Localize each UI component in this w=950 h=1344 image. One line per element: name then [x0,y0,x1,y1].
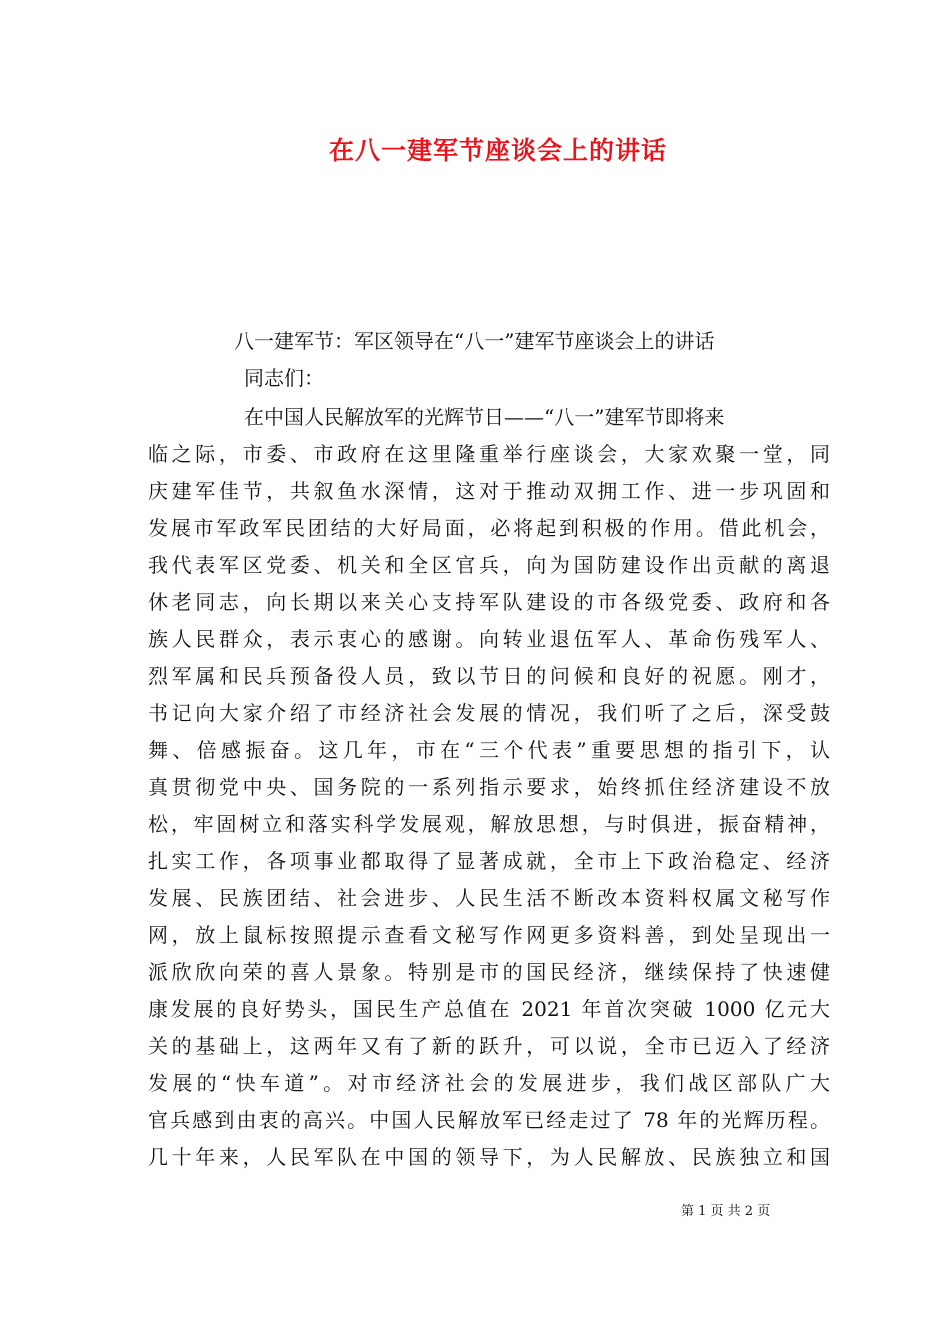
page-number: 第 1 页 共 2 页 [681,1204,771,1219]
body-line: 发展、民族团结、社会进步、人民生活不断改本资料权属文秘写作 [148,886,830,910]
body-line: 临之际，市委、市政府在这里隆重举行座谈会，大家欢聚一堂，同 [148,442,830,466]
body-line: 关的基础上，这两年又有了新的跃升，可以说，全市已迈入了经济 [148,1034,830,1058]
body-line: 网，放上鼠标按照提示查看文秘写作网更多资料善，到处呈现出一 [148,923,830,947]
salutation: 同志们： [244,366,324,390]
body-line: 几十年来，人民军队在中国的领导下，为人民解放、民族独立和国 [148,1145,830,1169]
body-line: 派欣欣向荣的喜人景象。特别是市的国民经济，继续保持了快速健 [148,960,830,984]
body-line: 松，牢固树立和落实科学发展观，解放思想，与时俱进，振奋精神， [148,812,830,836]
body-line: 扎实工作，各项事业都取得了显著成就，全市上下政治稳定、经济 [148,849,830,873]
body-line: 舞、倍感振奋。这几年，市在“三个代表”重要思想的指引下，认 [148,738,830,762]
body-line: 发展的“快车道”。对市经济社会的发展进步，我们战区部队广大 [148,1071,830,1095]
body-line: 在中国人民解放军的光辉节日——“八一”建军节即将来 [244,405,725,429]
subtitle: 八一建军节：军区领导在“八一”建军节座谈会上的讲话 [234,329,715,353]
body-line: 官兵感到由衷的高兴。中国人民解放军已经走过了 78 年的光辉历程。 [148,1108,830,1132]
body-line: 康发展的良好势头，国民生产总值在 2021 年首次突破 1000 亿元大 [148,997,830,1021]
body-line: 书记向大家介绍了市经济社会发展的情况，我们听了之后，深受鼓 [148,701,830,725]
body-line: 族人民群众，表示衷心的感谢。向转业退伍军人、革命伤残军人、 [148,627,830,651]
body-line: 真贯彻党中央、国务院的一系列指示要求，始终抓住经济建设不放 [148,775,830,799]
body-line: 休老同志，向长期以来关心支持军队建设的市各级党委、政府和各 [148,590,830,614]
document-title: 在八一建军节座谈会上的讲话 [328,136,667,165]
body-line: 发展市军政军民团结的大好局面，必将起到积极的作用。借此机会， [148,516,830,540]
body-line: 烈军属和民兵预备役人员，致以节日的问候和良好的祝愿。刚才， [148,664,830,688]
body-text [148,399,830,1176]
body-line: 我代表军区党委、机关和全区官兵，向为国防建设作出贡献的离退 [148,553,830,577]
body-line: 庆建军佳节，共叙鱼水深情，这对于推动双拥工作、进一步巩固和 [148,479,830,503]
